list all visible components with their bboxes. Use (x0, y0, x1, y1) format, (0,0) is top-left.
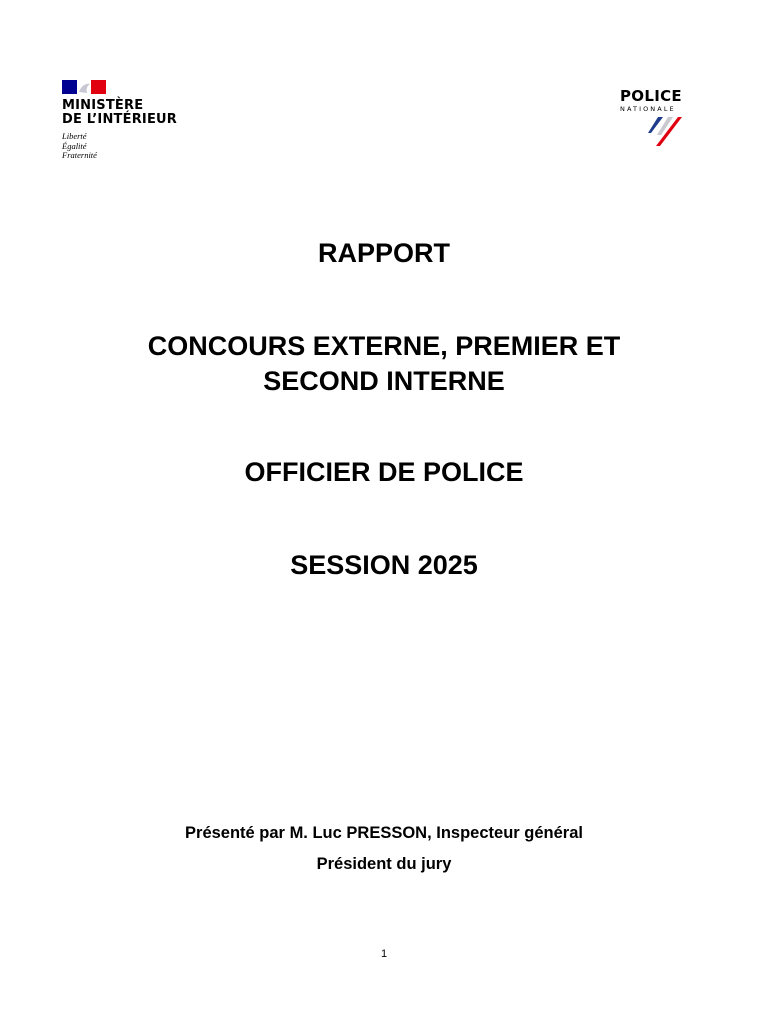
officier-title: OFFICIER DE POLICE (244, 457, 524, 487)
police-logo-word: POLICE (620, 87, 682, 105)
police-nationale-logo (620, 89, 710, 147)
concours-title (0, 329, 768, 399)
tricolor-stripes-icon (646, 115, 682, 147)
ministry-name-line: MINISTÈRE (62, 98, 144, 113)
session-title: SESSION 2025 (290, 550, 478, 580)
motto-line: Liberté (62, 131, 87, 141)
marianne-icon (62, 80, 106, 94)
ministry-name (62, 99, 202, 127)
ministry-logo (62, 80, 202, 161)
document-title: RAPPORT (317, 238, 450, 268)
page-number: 1 (380, 948, 388, 960)
concours-title-line: SECOND INTERNE (263, 366, 505, 396)
motto-line: Fraternité (62, 150, 97, 160)
republic-motto (62, 132, 202, 161)
jury-president-line: Président du jury (316, 855, 452, 873)
motto-line: Égalité (62, 140, 87, 151)
presenter-line: Présenté par M. Luc PRESSON, Inspecteur général (185, 824, 583, 842)
concours-title-line: CONCOURS EXTERNE, PREMIER ET (147, 331, 621, 361)
police-logo-subword: NATIONALE (620, 105, 676, 113)
ministry-name-line: DE L’INTÉRIEUR (62, 112, 177, 127)
